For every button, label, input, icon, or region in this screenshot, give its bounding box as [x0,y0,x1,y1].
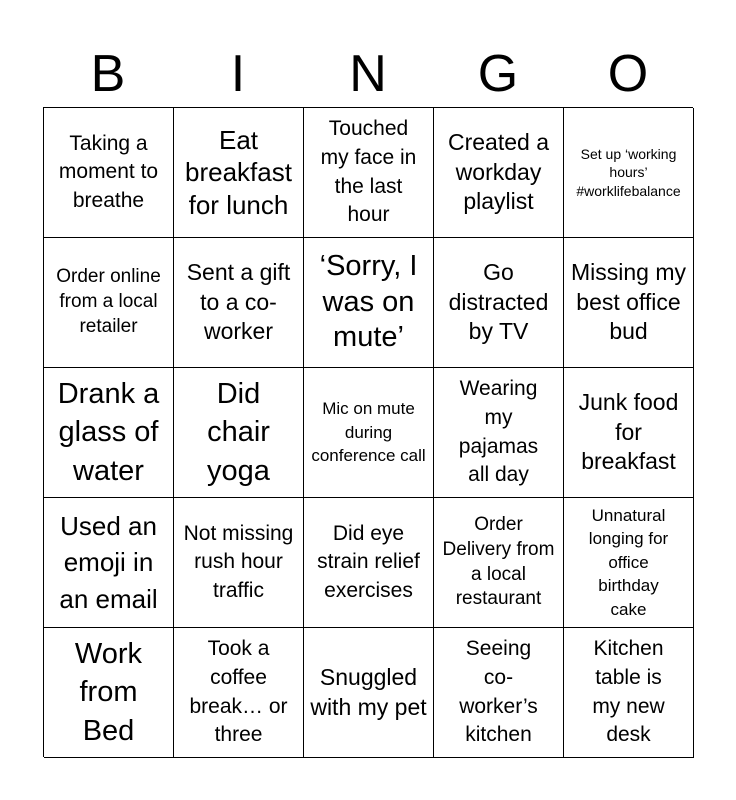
bingo-cell-text: Taking a moment to breathe [58,131,159,212]
bingo-cell-text: Snuggled with my pet [310,664,427,720]
header-letter-n: N [349,45,387,103]
bingo-cell[interactable] [564,108,694,238]
header-letter-g: G [477,45,519,103]
bingo-header [43,44,693,104]
bingo-cell[interactable] [174,628,304,758]
bingo-cell[interactable] [174,498,304,628]
bingo-cell[interactable] [564,238,694,368]
bingo-cell[interactable] [44,628,174,758]
bingo-cell-text: Drank a glass of water [57,378,160,487]
header-letter-b: B [90,45,126,103]
header-letter-o: O [607,45,649,103]
bingo-cell-text: Order Delivery from a local restaurant [442,514,555,610]
bingo-cell[interactable] [434,498,564,628]
bingo-cell[interactable] [304,498,434,628]
header-letter-i: I [230,45,246,103]
bingo-cell-text: ‘Sorry, I was on mute’ [319,250,418,354]
bingo-board [43,107,693,757]
bingo-cell-text: Did chair yoga [207,378,270,487]
bingo-cell[interactable] [434,368,564,498]
bingo-cell[interactable] [304,238,434,368]
bingo-cell[interactable] [174,238,304,368]
bingo-cell[interactable] [174,108,304,238]
bingo-cell-text: Unnatural longing for office birthday cake [588,505,669,619]
bingo-cell-text: Created a workday playlist [447,129,549,215]
bingo-cell[interactable] [44,238,174,368]
bingo-cell[interactable] [564,628,694,758]
bingo-cell-text: Work from Bed [74,638,143,747]
bingo-cell-text: Seeing co-worker’s kitchen [459,637,538,747]
bingo-cell-text: Did eye strain relief exercises [317,521,420,602]
bingo-cell[interactable] [434,628,564,758]
bingo-cell-text: Not missing rush hour traffic [183,521,294,602]
bingo-cell-text: Junk food for breakfast [578,389,679,475]
bingo-cell[interactable] [44,368,174,498]
bingo-cell[interactable] [304,628,434,758]
bingo-cell[interactable] [44,498,174,628]
bingo-cell-text: Set up ‘working hours’ #worklifebalance [576,146,681,199]
bingo-cell-text: Order online from a local retailer [56,266,161,337]
bingo-cell-text: Go distracted by TV [448,259,549,345]
bingo-cell[interactable] [564,368,694,498]
bingo-cell-text: Kitchen table is my new desk [592,637,665,747]
bingo-cell-text: Used an emoji in an email [59,510,158,614]
bingo-cell[interactable] [434,238,564,368]
bingo-cell[interactable] [44,108,174,238]
bingo-cell[interactable] [304,108,434,238]
bingo-cell[interactable] [174,368,304,498]
bingo-cell-text: Mic on mute during conference call [311,399,426,466]
bingo-cell-text: Missing my best office bud [570,259,686,345]
bingo-cell[interactable] [434,108,564,238]
bingo-cell[interactable] [564,498,694,628]
bingo-cell-text: Took a coffee break… or three [189,637,288,747]
bingo-cell[interactable] [304,368,434,498]
bingo-cell-text: Touched my face in the last hour [320,117,417,227]
bingo-cell-text: Wearing my pajamas all day [458,377,539,487]
bingo-cell-text: Eat breakfast for lunch [185,125,292,220]
bingo-cell-text: Sent a gift to a co-worker [186,259,291,345]
